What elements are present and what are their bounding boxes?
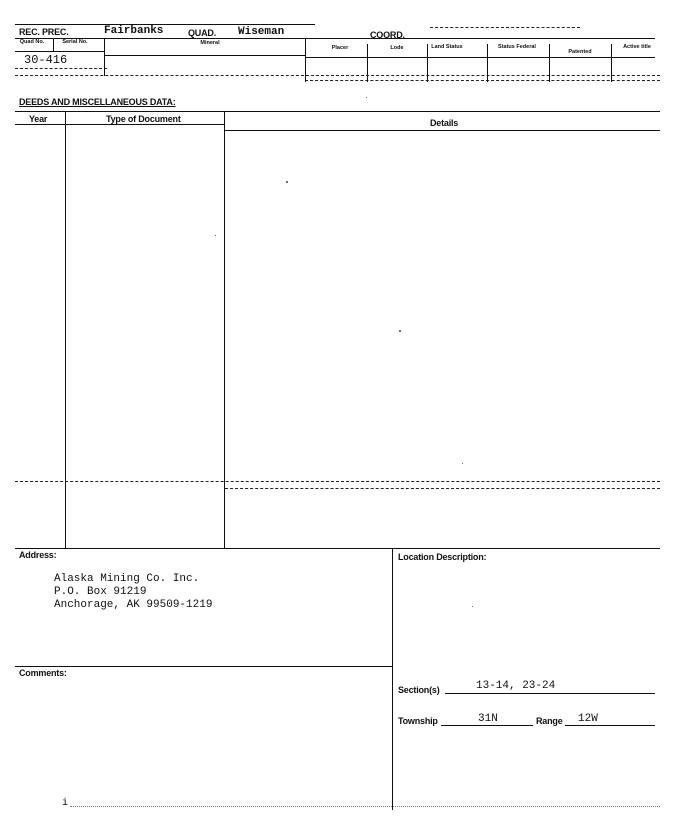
v-patented — [611, 44, 612, 82]
v-lode — [427, 44, 428, 82]
quad-label: QUAD. — [188, 28, 216, 38]
township-underline — [441, 725, 533, 726]
deeds-top-rule — [15, 111, 660, 112]
rec-prec-value: Fairbanks — [104, 25, 164, 37]
comments-label: Comments: — [19, 668, 67, 678]
col-lode: Lode — [390, 45, 404, 51]
rec-prec-label: REC. PREC. — [19, 27, 69, 37]
v-type — [224, 111, 225, 548]
address-line-1: Alaska Mining Co. Inc. — [54, 573, 200, 585]
section-label: Section(s) — [398, 685, 440, 695]
footer-mark: i — [62, 798, 69, 809]
v-quad — [53, 38, 54, 52]
v-year — [65, 111, 66, 548]
scan-speck — [462, 463, 463, 464]
scan-speck — [399, 330, 401, 332]
address-line-3: Anchorage, AK 99509-1219 — [54, 599, 213, 611]
scan-speck — [472, 606, 473, 607]
v-address-location — [392, 548, 393, 810]
col-active-title: Active title — [623, 44, 651, 50]
township-label: Township — [398, 716, 438, 726]
location-description-label: Location Description: — [398, 552, 487, 562]
deeds-title: DEEDS AND MISCELLANEOUS DATA: — [19, 97, 176, 107]
col-patented: Patented — [568, 49, 592, 55]
v-land-status — [487, 44, 488, 82]
comments-top-rule — [15, 666, 392, 667]
range-value: 12W — [578, 713, 598, 725]
record-dashed-rule — [15, 68, 107, 69]
range-underline — [565, 725, 655, 726]
address-top-rule — [15, 548, 660, 549]
scan-speck — [215, 235, 216, 236]
mineral-divider — [105, 55, 305, 56]
col-serial-no: Serial No. — [62, 39, 88, 45]
v-serial — [104, 38, 105, 76]
col-type-of-document: Type of Document — [106, 114, 181, 124]
details-header-rule — [225, 130, 660, 131]
col-land-status: Land Status — [431, 44, 463, 50]
scan-speck — [366, 97, 367, 98]
coord-label: COORD. — [370, 30, 405, 40]
col-status-federal: Status Federal — [498, 44, 536, 50]
col-placer: Placer — [331, 45, 349, 51]
address-line-2: P.O. Box 91219 — [54, 586, 147, 598]
v-status-federal — [549, 44, 550, 82]
row-dashed-rule-2 — [305, 80, 660, 81]
footer-scan-edge — [70, 806, 660, 807]
section-value: 13-14, 23-24 — [476, 680, 556, 692]
v-mineral — [305, 38, 306, 82]
range-label: Range — [536, 716, 563, 726]
scan-speck — [286, 181, 288, 183]
col-details: Details — [430, 118, 459, 128]
deeds-dashed-rule — [15, 481, 660, 482]
quad-serial-divider — [15, 51, 105, 52]
top-dashed-rule — [430, 27, 580, 28]
status-divider — [305, 57, 655, 58]
section-underline — [445, 693, 655, 694]
record-id: 30-416 — [24, 53, 68, 67]
deeds-dashed-rule-2 — [225, 488, 660, 489]
row-dashed-rule — [15, 75, 660, 76]
v-placer — [367, 44, 368, 82]
township-value: 31N — [478, 713, 498, 725]
col-mineral: Mineral — [200, 40, 220, 46]
col-quad-no: Quad No. — [19, 39, 45, 45]
deeds-header-rule — [15, 124, 225, 125]
address-label: Address: — [19, 550, 57, 560]
col-year: Year — [29, 114, 48, 124]
quad-value: Wiseman — [238, 26, 285, 38]
header-rule — [15, 38, 655, 39]
top-rule — [15, 24, 315, 25]
